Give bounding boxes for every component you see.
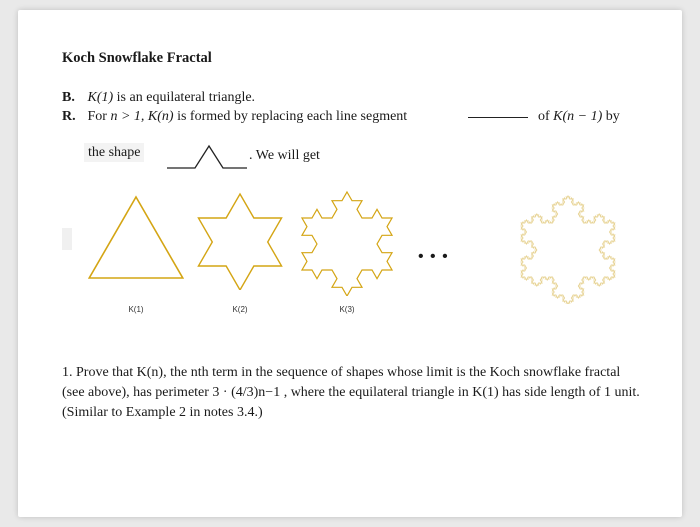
- item-r-suffix-post: by: [602, 109, 620, 124]
- item-r-label: R.: [62, 109, 76, 124]
- shape-text: [84, 145, 144, 161]
- problem-text: 1. Prove that K(n), the nth term in the sequence of shapes whose limit is the Koch snowflake fractal (see above), has perimeter 3 · (4/3)n−1 , where the equilateral triangle in K(1) has side length of 1 unit. (Similar to Example 2 in notes 3.4.): [62, 365, 640, 420]
- k3-label: K(3): [339, 305, 355, 314]
- item-b-label: B.: [62, 90, 75, 105]
- item-r-prefix: For: [87, 109, 111, 124]
- item-r: [62, 109, 407, 125]
- koch-k3-figure: [293, 188, 401, 296]
- item-r-cond: n > 1, K(n): [110, 109, 174, 124]
- ellipsis: • • •: [418, 248, 449, 265]
- koch-k2-figure: [190, 190, 290, 290]
- koch-limit-outline: [521, 196, 615, 304]
- koch-k2-outline: [198, 194, 281, 290]
- koch-generator-shape: [165, 140, 249, 172]
- item-r-suffix-math: K(n − 1): [553, 109, 603, 124]
- will-get-text: . We will get: [249, 148, 320, 163]
- page-title: Koch Snowflake Fractal: [62, 50, 212, 66]
- item-r-suffix: [538, 109, 620, 125]
- line-segment-symbol: [468, 117, 528, 118]
- item-b-math: K(1): [87, 90, 114, 105]
- item-r-text: is formed by replacing each line segment: [173, 109, 408, 124]
- side-tab: [62, 228, 72, 250]
- item-r-suffix-pre: of: [538, 109, 554, 124]
- koch-k3-outline: [302, 192, 392, 296]
- koch-limit-figure: [512, 192, 624, 304]
- k2-label: K(2): [232, 305, 248, 314]
- shape-text-label: the shape: [84, 143, 144, 162]
- k1-label: K(1): [128, 305, 144, 314]
- koch-k1-figure: [88, 195, 184, 281]
- koch-k1-triangle: [89, 197, 183, 278]
- item-b-text: is an equilateral triangle.: [113, 90, 256, 105]
- item-b: [62, 90, 255, 106]
